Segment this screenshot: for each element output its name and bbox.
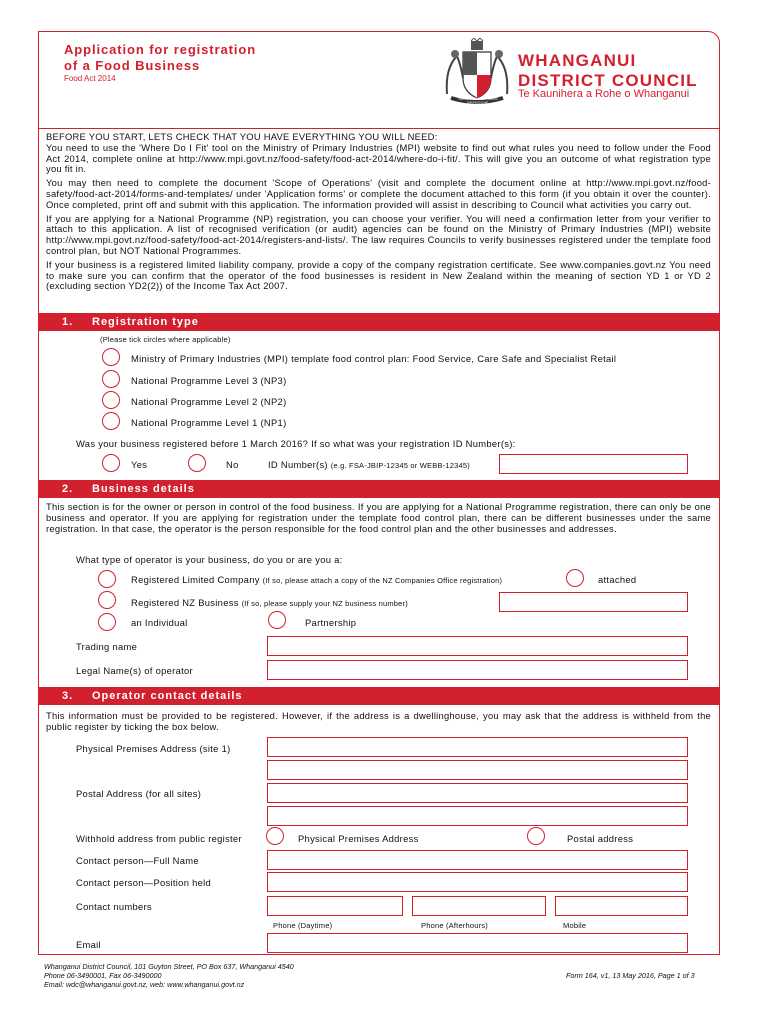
radio-no[interactable]: [188, 454, 206, 472]
radio-np2[interactable]: [102, 391, 120, 409]
physical-address-input-2[interactable]: [267, 760, 688, 780]
prior-registration-question: Was your business registered before 1 March 2016? If so what was your registration ID Number(s):: [76, 438, 516, 449]
radio-attached[interactable]: [566, 569, 584, 587]
mobile-input[interactable]: [555, 896, 688, 916]
intro-block: [46, 132, 711, 295]
id-number-input[interactable]: [499, 454, 688, 474]
tick-hint: (Please tick circles where applicable): [100, 335, 231, 344]
intro-paragraph: You may then need to complete the document 'Scope of Operations' (visit and complete the document online at http://www.mpi.govt.nz/food-safety/food-act-2014/forms-and-templates/ under 'Application forms' or complete the document attached to this form (if you obtain it over the counter). Once completed, print off and submit with this application. The information provided will assist in describing to Council what activities you carry out.: [46, 177, 711, 210]
nz-business-number-input[interactable]: [499, 592, 688, 612]
partnership-label: Partnership: [305, 617, 357, 628]
physical-address-label: Physical Premises Address (site 1): [76, 743, 231, 754]
phone-daytime-caption: Phone (Daytime): [273, 921, 333, 930]
radio-nz-business[interactable]: [98, 591, 116, 609]
radio-partnership[interactable]: [268, 611, 286, 629]
option-label: Ministry of Primary Industries (MPI) template food control plan: Food Service, Care Safe and Specialist Retail: [131, 353, 617, 364]
form-subtitle: Food Act 2014: [64, 74, 116, 83]
radio-ltd-company[interactable]: [98, 570, 116, 588]
contact-position-input[interactable]: [267, 872, 688, 892]
ltd-company-label: Registered Limited Company (If so, please attach a copy of the NZ Companies Office registration): [131, 574, 503, 585]
footer-address: Whanganui District Council, 101 Guyton Street, PO Box 637, Whanganui 4540 Phone 06-3490001, Fax 06-3490000 Email: wdc@whanganui.govt.nz, web: www.whanganui.govt.nz: [44, 962, 294, 989]
radio-np1[interactable]: [102, 412, 120, 430]
contact-numbers-label: Contact numbers: [76, 901, 152, 912]
withhold-physical-label: Physical Premises Address: [298, 833, 419, 844]
phone-afterhours-caption: Phone (Afterhours): [421, 921, 488, 930]
email-label: Email: [76, 939, 101, 950]
intro-paragraph: If your business is a registered limited liability company, provide a copy of the company registration certificate. See www.companies.govt.nz You need to make sure you can confirm that the operator of the food businesses is resident in New Zealand within the meaning of section YD 1 or YD 2 (excluding section YD2(2)) of the Income Tax Act 2007.: [46, 258, 711, 292]
no-label: No: [226, 459, 239, 470]
section-1-header: 1. Registration type: [38, 313, 720, 331]
intro-heading: BEFORE YOU START, LETS CHECK THAT YOU HAVE EVERYTHING YOU WILL NEED:: [46, 131, 438, 142]
physical-address-input-1[interactable]: [267, 737, 688, 757]
radio-withhold-postal[interactable]: [527, 827, 545, 845]
postal-address-label: Postal Address (for all sites): [76, 788, 202, 799]
footer-form-info: Form 164, v1, 13 May 2016, Page 1 of 3: [566, 971, 695, 980]
contact-name-input[interactable]: [267, 850, 688, 870]
section-3-header: 3. Operator contact details: [38, 687, 720, 705]
legal-name-label: Legal Name(s) of operator: [76, 665, 193, 676]
radio-yes[interactable]: [102, 454, 120, 472]
intro-paragraph: You need to use the 'Where Do I Fit' tool on the Ministry of Primary Industries (MPI) website to find out what rules you need to follow under the Food Act 2014, complete online at http://www.mpi.govt.nz/food-safety/food-act-2014/where-do-i-fit/. This will give you an outcome of what registration type you fit in.: [46, 141, 711, 175]
withhold-postal-label: Postal address: [567, 833, 634, 844]
contact-details-intro: This information must be provided to be registered. However, if the address is a dwellinghouse, you may ask that the address is withheld from the public register by ticking the box below.: [46, 710, 711, 732]
crest-motto: SANS PEUR ET SANS REPROCHE: [458, 97, 498, 105]
email-input[interactable]: [267, 933, 688, 953]
legal-name-input[interactable]: [267, 660, 688, 680]
council-tagline: Te Kaunihera a Rohe o Whanganui: [518, 88, 690, 100]
header-divider: [38, 128, 720, 129]
withhold-label: Withhold address from public register: [76, 833, 242, 844]
trading-name-label: Trading name: [76, 641, 138, 652]
section-2-header: 2. Business details: [38, 480, 720, 498]
phone-daytime-input[interactable]: [267, 896, 403, 916]
intro-paragraph: If you are applying for a National Programme (NP) registration, you can choose your verifier. You will need a confirmation letter from your verifier to attach to this application. A list of recognised verification (or audit) agencies can be found on the Ministry of Primary Industries (MPI) website http://www.mpi.govt.nz/food-safety/food-act-2014/registers-and-lists/. The law requires Councils to verify businesses registered under the template food control plan, but NOT National Programmes.: [46, 212, 711, 256]
attached-label: attached: [598, 574, 637, 585]
radio-np3[interactable]: [102, 370, 120, 388]
contact-name-label: Contact person—Full Name: [76, 855, 199, 866]
phone-afterhours-input[interactable]: [412, 896, 546, 916]
council-crest-icon: [441, 38, 513, 106]
trading-name-input[interactable]: [267, 636, 688, 656]
option-label: National Programme Level 1 (NP1): [131, 417, 287, 428]
radio-withhold-physical[interactable]: [266, 827, 284, 845]
option-label: National Programme Level 3 (NP3): [131, 375, 287, 386]
option-label: National Programme Level 2 (NP2): [131, 396, 287, 407]
id-number-label: ID Number(s) (e.g. FSA-JBIP-12345 or WEBB-12345): [268, 459, 470, 470]
radio-individual[interactable]: [98, 613, 116, 631]
individual-label: an Individual: [131, 617, 188, 628]
form-title: Application for registration of a Food Business: [64, 42, 257, 73]
mobile-caption: Mobile: [563, 921, 587, 930]
postal-address-input-1[interactable]: [267, 783, 688, 803]
nz-business-label: Registered NZ Business (If so, please supply your NZ business number): [131, 597, 408, 608]
radio-mpi-template[interactable]: [102, 348, 120, 366]
council-name: WHANGANUI DISTRICT COUNCIL: [518, 51, 698, 90]
contact-position-label: Contact person—Position held: [76, 877, 212, 888]
yes-label: Yes: [131, 459, 148, 470]
business-details-intro: This section is for the owner or person in control of the food business. If you are applying for a National Programme registration, there can only be one business and operator. If you are applying for registration under the template food control plan, there can be different businesses under the same registration. In that case, the operator is the person responsible for the food control plan and the other businesses and addresses.: [46, 501, 711, 534]
operator-type-question: What type of operator is your business, do you or are you a:: [76, 554, 343, 565]
postal-address-input-2[interactable]: [267, 806, 688, 826]
